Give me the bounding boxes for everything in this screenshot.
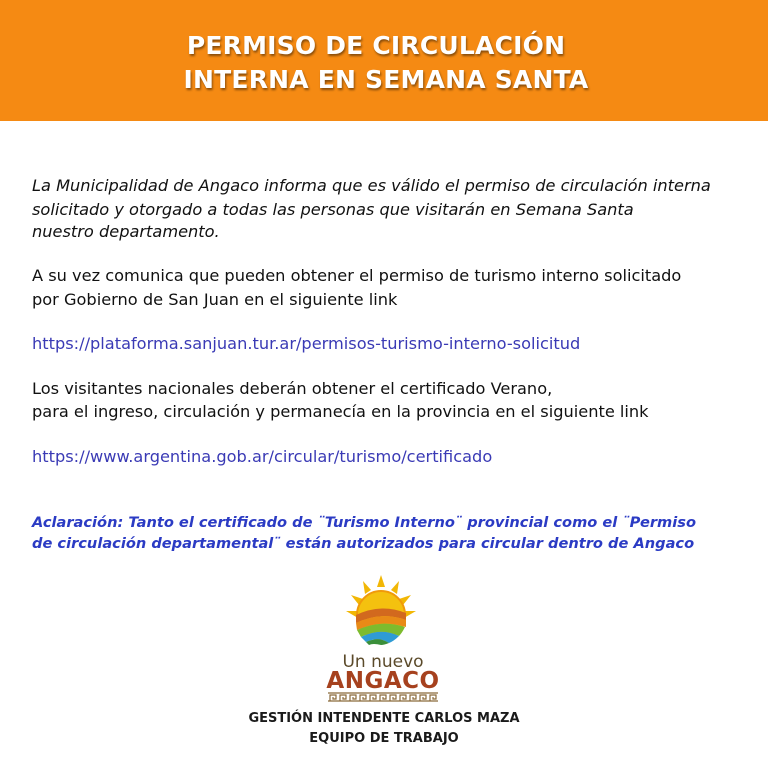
tourism-permit-text-line-2: por Gobierno de San Juan en el siguiente link [32, 290, 398, 309]
footer-line-2: EQUIPO DE TRABAJO [309, 731, 459, 746]
header-banner [0, 0, 768, 121]
visitors-text-line-2: para el ingreso, circulación y permanecía en la provincia en el siguiente link [32, 402, 649, 421]
page-title-line-2: INTERNA EN SEMANA SANTA [183, 65, 589, 94]
page-title-line-1: PERMISO DE CIRCULACIÓN [186, 31, 566, 60]
tourism-permit-text-line-1: A su vez comunica que pueden obtener el permiso de turismo interno solicitado [32, 266, 682, 285]
visitors-text-line-1: Los visitantes nacionales deberán obtener el certificado Verano, [32, 379, 553, 398]
angaco-logo [322, 573, 444, 705]
intro-text-line-1: La Municipalidad de Angaco informa que es válido el permiso de circulación interna [32, 176, 711, 195]
certificate-link[interactable]: https://www.argentina.gob.ar/circular/turismo/certificado [32, 447, 493, 466]
clarification-note-line-1: Aclaración: Tanto el certificado de ¨Turismo Interno¨ provincial como el ¨Permiso [32, 514, 696, 531]
tourism-permit-link[interactable]: https://plataforma.sanjuan.tur.ar/permisos-turismo-interno-solicitud [32, 334, 581, 353]
intro-text-line-2: solicitado y otorgado a todas las personas que visitarán en Semana Santa [32, 200, 634, 219]
logo-name: ANGACO [326, 668, 440, 694]
clarification-note-line-2: de circulación departamental¨ están autorizados para circular dentro de Angaco [32, 535, 695, 552]
greek-key-pattern-icon [328, 692, 438, 702]
logo-slogan: Un nuevo [342, 652, 424, 672]
sun-landscape-icon [344, 573, 418, 653]
footer-line-1: GESTIÓN INTENDENTE CARLOS MAZA [248, 711, 520, 726]
intro-text-line-3: nuestro departamento. [32, 222, 220, 241]
